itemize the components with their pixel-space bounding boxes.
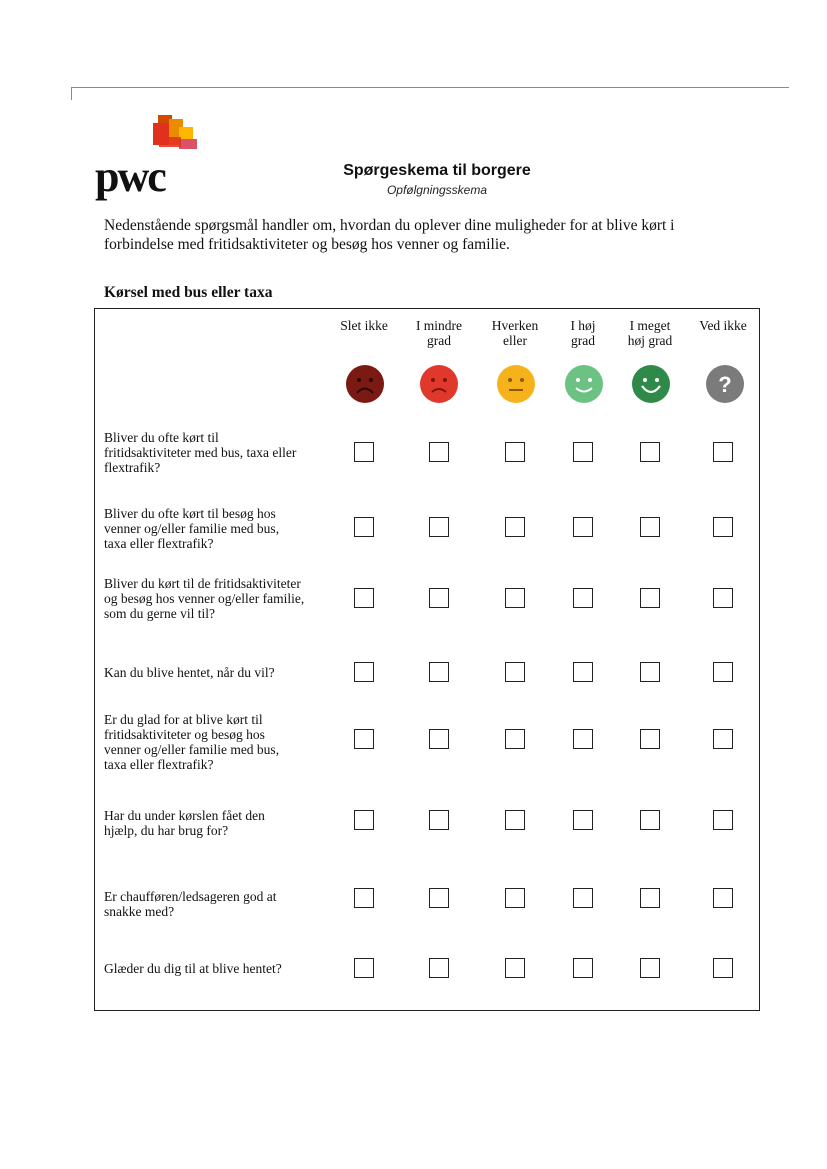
answer-checkbox-q5-c4[interactable] — [573, 729, 593, 749]
face-4-eye-right — [655, 378, 659, 382]
column-label-i-hoej-grad: I høj grad — [570, 318, 596, 348]
answer-checkbox-q4-c2[interactable] — [429, 662, 449, 682]
face-4-eye-left — [643, 378, 647, 382]
face-1-eye-right — [443, 378, 447, 382]
answer-checkbox-q6-c3[interactable] — [505, 810, 525, 830]
answer-checkbox-q1-c5[interactable] — [640, 442, 660, 462]
answer-checkbox-q6-c2[interactable] — [429, 810, 449, 830]
very-happy-face-icon — [631, 364, 671, 404]
section-heading: Kørsel med bus eller taxa — [104, 284, 273, 301]
question-5: Er du glad for at blive kørt til fritidsaktiviteter og besøg hos venner og/eller familie med bus, taxa eller flextrafik? — [104, 712, 280, 772]
very-sad-face-icon — [345, 364, 385, 404]
face-0-eye-right — [369, 378, 373, 382]
face-2-bg — [497, 365, 535, 403]
question-3: Bliver du kørt til de fritidsaktiviteter og besøg hos venner og/eller familie, som du gerne vil til? — [104, 576, 305, 621]
answer-checkbox-q7-c4[interactable] — [573, 888, 593, 908]
sad-face-icon — [419, 364, 459, 404]
face-1-eye-left — [431, 378, 435, 382]
answer-checkbox-q8-c3[interactable] — [505, 958, 525, 978]
column-label-i-meget-hoej-grad: I meget høj grad — [627, 318, 673, 348]
question-mark-icon — [705, 364, 745, 404]
column-label-slet-ikke: Slet ikke — [340, 318, 388, 333]
answer-checkbox-q4-c4[interactable] — [573, 662, 593, 682]
answer-checkbox-q7-c5[interactable] — [640, 888, 660, 908]
answer-checkbox-q6-c1[interactable] — [354, 810, 374, 830]
logo-block-red — [159, 137, 181, 147]
question-8: Glæder du dig til at blive hentet? — [104, 961, 282, 976]
answer-checkbox-q5-c1[interactable] — [354, 729, 374, 749]
answer-checkbox-q5-c3[interactable] — [505, 729, 525, 749]
answer-checkbox-q4-c1[interactable] — [354, 662, 374, 682]
answer-checkbox-q2-c4[interactable] — [573, 517, 593, 537]
answer-checkbox-q3-c3[interactable] — [505, 588, 525, 608]
answer-checkbox-q5-c6[interactable] — [713, 729, 733, 749]
answer-checkbox-q6-c6[interactable] — [713, 810, 733, 830]
answer-checkbox-q3-c6[interactable] — [713, 588, 733, 608]
face-4-bg — [632, 365, 670, 403]
answer-checkbox-q7-c1[interactable] — [354, 888, 374, 908]
document-title: Spørgeskema til borgere — [343, 162, 531, 179]
face-5-glyph: ? — [718, 372, 732, 397]
header-rule-tick — [71, 87, 72, 100]
answer-checkbox-q8-c1[interactable] — [354, 958, 374, 978]
answer-checkbox-q2-c5[interactable] — [640, 517, 660, 537]
answer-checkbox-q8-c2[interactable] — [429, 958, 449, 978]
answer-checkbox-q6-c5[interactable] — [640, 810, 660, 830]
answer-checkbox-q1-c2[interactable] — [429, 442, 449, 462]
answer-checkbox-q8-c5[interactable] — [640, 958, 660, 978]
answer-checkbox-q7-c3[interactable] — [505, 888, 525, 908]
answer-checkbox-q8-c4[interactable] — [573, 958, 593, 978]
logo-block-rose — [179, 139, 197, 149]
answer-checkbox-q4-c3[interactable] — [505, 662, 525, 682]
answer-checkbox-q3-c5[interactable] — [640, 588, 660, 608]
answer-checkbox-q2-c6[interactable] — [713, 517, 733, 537]
question-1: Bliver du ofte kørt til fritidsaktiviteter med bus, taxa eller flextrafik? — [104, 430, 297, 475]
answer-checkbox-q4-c5[interactable] — [640, 662, 660, 682]
answer-checkbox-q1-c3[interactable] — [505, 442, 525, 462]
document-subtitle: Opfølgningsskema — [386, 183, 488, 197]
header-rule — [71, 87, 789, 88]
answer-checkbox-q3-c1[interactable] — [354, 588, 374, 608]
question-7: Er chaufføren/ledsageren god at snakke med? — [104, 889, 277, 919]
face-3-eye-right — [588, 378, 592, 382]
column-label-hverken-eller: Hverken eller — [491, 318, 539, 348]
face-1-bg — [420, 365, 458, 403]
answer-checkbox-q1-c1[interactable] — [354, 442, 374, 462]
face-3-eye-left — [576, 378, 580, 382]
face-2-eye-left — [508, 378, 512, 382]
neutral-face-icon — [496, 364, 536, 404]
face-3-bg — [565, 365, 603, 403]
face-0-eye-left — [357, 378, 361, 382]
answer-checkbox-q8-c6[interactable] — [713, 958, 733, 978]
answer-checkbox-q7-c6[interactable] — [713, 888, 733, 908]
happy-face-icon — [564, 364, 604, 404]
answer-checkbox-q4-c6[interactable] — [713, 662, 733, 682]
answer-checkbox-q5-c2[interactable] — [429, 729, 449, 749]
column-label-i-mindre-grad: I mindre grad — [415, 318, 463, 348]
question-6: Har du under kørslen fået den hjælp, du har brug for? — [104, 808, 265, 838]
answer-checkbox-q2-c3[interactable] — [505, 517, 525, 537]
answer-checkbox-q6-c4[interactable] — [573, 810, 593, 830]
pwc-logo — [95, 115, 205, 201]
column-label-ved-ikke: Ved ikke — [699, 318, 747, 333]
question-2: Bliver du ofte kørt til besøg hos venner og/eller familie med bus, taxa eller flextrafik? — [104, 506, 280, 551]
face-2-eye-right — [520, 378, 524, 382]
logo-wordmark: pwc — [95, 152, 165, 201]
intro-text: Nedenstående spørgsmål handler om, hvordan du oplever dine muligheder for at blive kørt i forbindelse med fritidsaktiviteter og besøg hos venner og familie. — [104, 217, 675, 253]
answer-checkbox-q3-c2[interactable] — [429, 588, 449, 608]
answer-checkbox-q7-c2[interactable] — [429, 888, 449, 908]
answer-checkbox-q1-c6[interactable] — [713, 442, 733, 462]
face-0-bg — [346, 365, 384, 403]
question-4: Kan du blive hentet, når du vil? — [104, 665, 275, 680]
answer-checkbox-q2-c2[interactable] — [429, 517, 449, 537]
answer-checkbox-q5-c5[interactable] — [640, 729, 660, 749]
answer-checkbox-q1-c4[interactable] — [573, 442, 593, 462]
answer-checkbox-q3-c4[interactable] — [573, 588, 593, 608]
answer-checkbox-q2-c1[interactable] — [354, 517, 374, 537]
